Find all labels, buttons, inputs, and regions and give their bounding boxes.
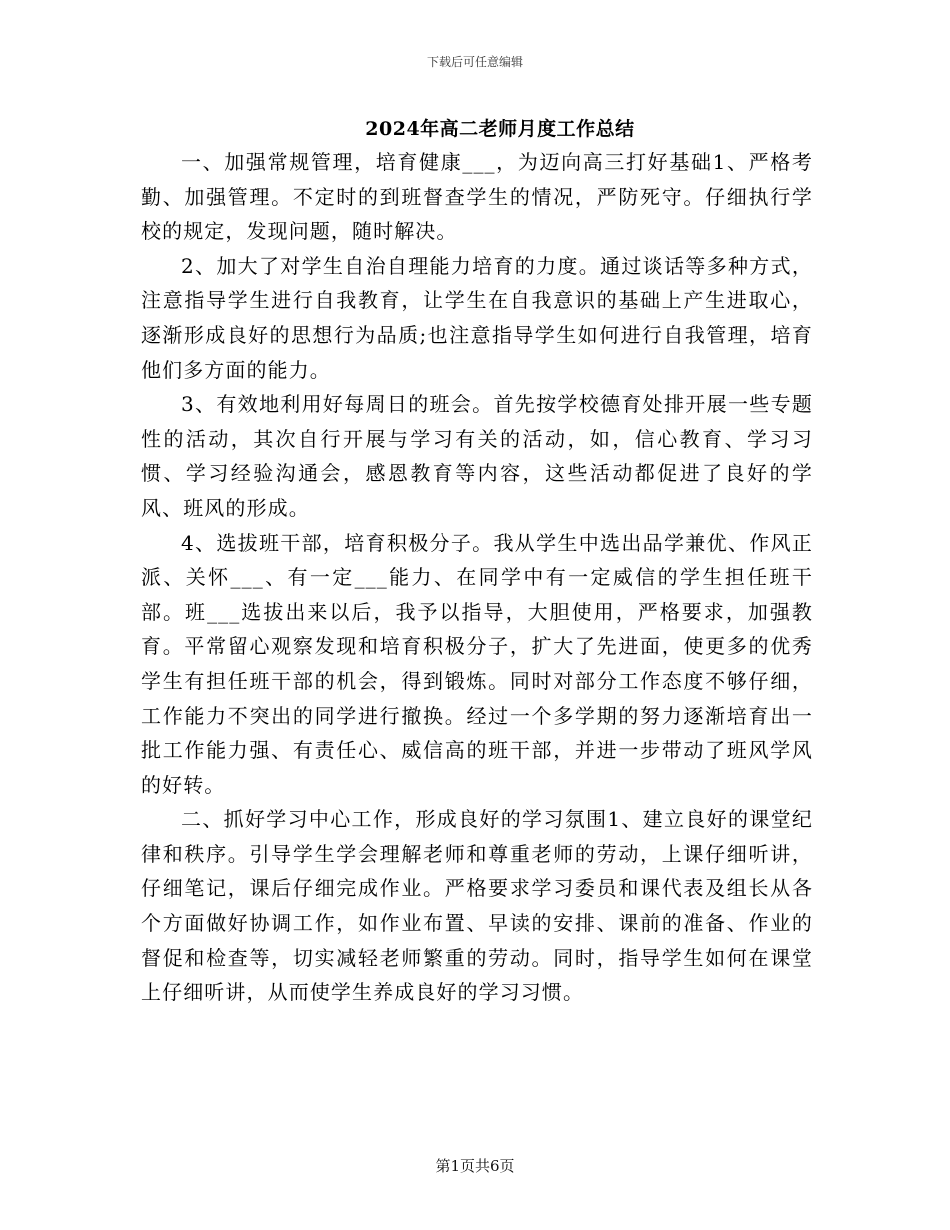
header-note: 下载后可任意编辑	[426, 55, 523, 69]
paragraph-5: 二、抓好学习中心工作，形成良好的学习氛围1、建立良好的课堂纪律和秩序。引导学生学会理解老师和尊重老师的劳动，上课仔细听讲，仔细笔记，课后仔细完成作业。严格要求学习委员和课代表及组长从各个方面做好协调工作，如作业布置、早读的安排、课前的准备、作业的督促和检查等，切实减轻老师繁重的劳动。同时，指导学生如何在课堂上仔细听讲，从而使学生养成良好的学习习惯。	[141, 807, 813, 1005]
document-body	[141, 145, 813, 1010]
paragraph-1: 一、加强常规管理，培育健康___，为迈向高三打好基础1、严格考勤、加强管理。不定时的到班督查学生的情况，严防死守。仔细执行学校的规定，发现问题，随时解决。	[141, 150, 813, 244]
paragraph-4: 4、选拔班干部，培育积极分子。我从学生中选出品学兼优、作风正派、关怀___、有一定___能力、在同学中有一定威信的学生担任班干部。班___选拔出来以后，我予以指导，大胆使用，严格要求，加强教育。平常留心观察发现和培育积极分子，扩大了先进面，使更多的优秀学生有担任班干部的机会，得到锻炼。同时对部分工作态度不够仔细，工作能力不突出的同学进行撤换。经过一个多学期的努力逐渐培育出一批工作能力强、有责任心、威信高的班干部，并进一步带动了班风学风的好转。	[141, 530, 813, 797]
paragraph-3: 3、有效地利用好每周日的班会。首先按学校德育处排开展一些专题性的活动，其次自行开展与学习有关的活动，如，信心教育、学习习惯、学习经验沟通会，感恩教育等内容，这些活动都促进了良好的学风、班风的形成。	[141, 392, 813, 520]
page-number: 第1页共6页	[435, 1157, 515, 1175]
document-title: 2024年高二老师月度工作总结	[365, 118, 635, 140]
paragraph-2: 2、加大了对学生自治自理能力培育的力度。通过谈话等多种方式，注意指导学生进行自我教育，让学生在自我意识的基础上产生进取心，逐渐形成良好的思想行为品质;也注意指导学生如何进行自我管理，培育他们多方面的能力。	[141, 253, 813, 382]
